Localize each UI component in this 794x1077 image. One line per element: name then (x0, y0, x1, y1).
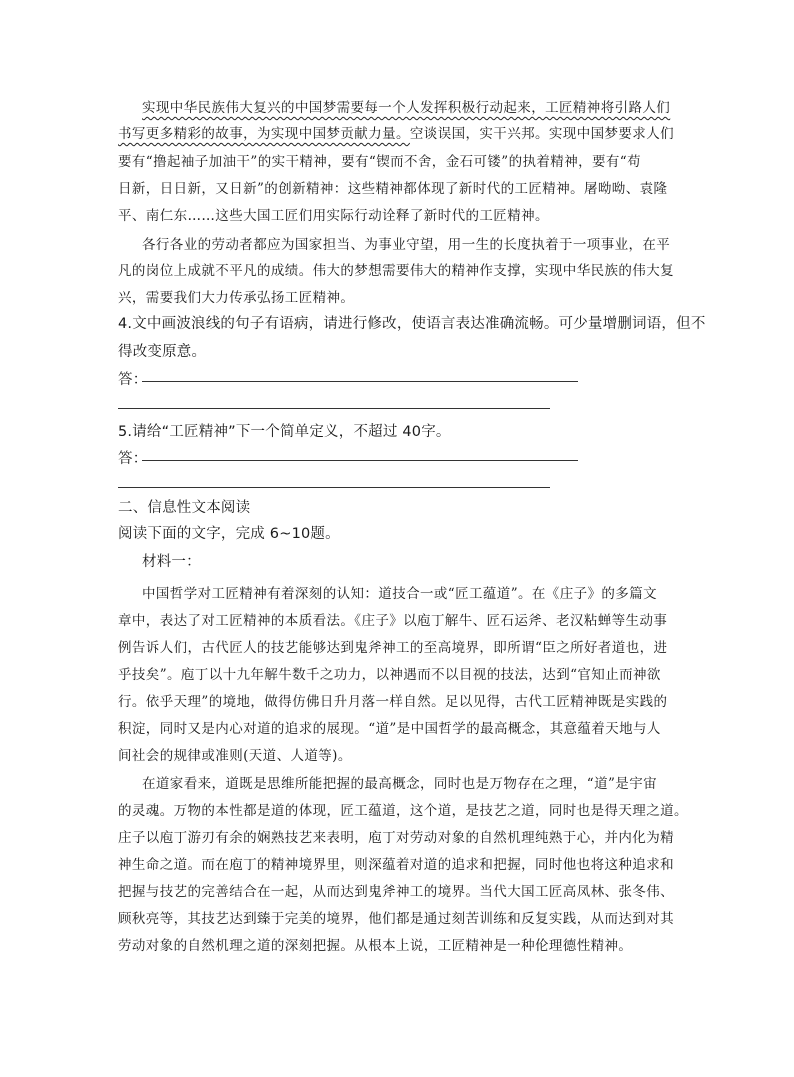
answer-line[interactable] (142, 381, 578, 382)
answer-line[interactable] (118, 487, 550, 488)
material-line: 中国哲学对工匠精神有着深刻的认知：道技合一或“匠工蕴道”。在《庄子》的多篇文 (142, 586, 658, 602)
material-line: 顾秋亮等，其技艺达到臻于完美的境界，他们都是通过刻苦训练和反复实践，从而达到对其 (118, 911, 674, 927)
material-line: 在道家看来，道既是思维所能把握的最高概念，同时也是万物存在之理，“道”是宇宙 (142, 776, 658, 792)
passage-line: 日新，日日新，又日新”的创新精神：这些精神都体现了新时代的工匠精神。屠呦呦、袁隆 (118, 181, 668, 197)
passage-line: 各行各业的劳动者都应为国家担当、为事业守望，用一生的长度执着于一项事业，在平 (142, 237, 671, 253)
question-4: 4.文中画波浪线的句子有语病，请进行修改，使语言表达准确流畅。可少量增删词语，但不 (118, 316, 706, 332)
answer-line[interactable] (142, 460, 578, 461)
material-line: 章中，表达了对工匠精神的本质看法。《庄子》以庖丁解牛、匠石运斧、老汉粘蝉等生动事 (118, 613, 668, 629)
answer-label: 答： (118, 372, 148, 388)
passage-line (142, 96, 670, 116)
passage-line: 书写更多精彩的故事，为实现中国梦贡献力量。空谈误国，实干兴邦。实现中国梦要求人们 (118, 126, 675, 142)
material-line: 庄子以庖丁游刃有余的娴熟技艺来表明，庖丁对劳动对象的自然机理纯熟于心，并内化为精 (118, 830, 674, 846)
material-line: 神生命之道。而在庖丁的精神境界里，则深蕴着对道的追求和把握，同时他也将这种追求和 (118, 857, 674, 873)
material-line: 例告诉人们，古代匠人的技艺能够达到鬼斧神工的至高境界，即所谓“臣之所好者道也，进 (118, 640, 668, 656)
material-line: 把握与技艺的完善结合在一起，从而达到鬼斧神工的境界。当代大国工匠高凤林、张冬伟、 (118, 884, 674, 900)
passage-line: 要有“撸起袖子加油干”的实干精神，要有“锲而不舍，金石可镂”的执着精神，要有“苟 (118, 154, 642, 170)
passage-line: 平、南仁东……这些大国工匠们用实际行动诠释了新时代的工匠精神。 (118, 208, 549, 224)
material-line: 乎技矣”。庖丁以十九年解牛数千之功力，以神遇而不以目视的技法，达到“官知止而神欲 (118, 667, 661, 683)
material-line: 的灵魂。万物的本性都是道的体现，匠工蕴道，这个道，是技艺之道，同时也是得天理之道。 (118, 803, 688, 819)
wavy-underlined-sentence: 实现中华民族伟大复兴的中国梦需要每一个人发挥积极行动起来，工匠精神将引路人们 (142, 100, 671, 116)
question-5: 5.请给“工匠精神”下一个简单定义，不超过 40字。 (118, 424, 451, 440)
material-line: 积淀，同时又是内心对道的追求的展现。“道”是中国哲学的最高概念，其意蕴着天地与人 (118, 721, 661, 737)
material-line: 行。依乎天理”的境地，做得仿佛日升月落一样自然。足以见得，古代工匠精神既是实践的 (118, 694, 668, 710)
section-heading: 二、信息性文本阅读 (118, 500, 251, 516)
question-4-cont: 得改变原意。 (118, 344, 207, 360)
wavy-underlined-sentence: 书写更多精彩的故事，为实现中国梦贡献力量。 (118, 126, 410, 142)
passage-line: 兴，需要我们大力传承弘扬工匠精神。 (118, 290, 355, 306)
passage-line: 凡的岗位上成就不平凡的成绩。伟大的梦想需要伟大的精神作支撑，实现中华民族的伟大复 (118, 263, 674, 279)
material-label: 材料一： (142, 554, 201, 570)
material-line: 间社会的规律或准则(天道、人道等)。 (118, 748, 352, 764)
answer-label: 答： (118, 451, 148, 467)
answer-line[interactable] (118, 408, 550, 409)
section-instruction: 阅读下面的文字，完成 6~10题。 (118, 526, 340, 542)
material-line: 劳动对象的自然机理之道的深刻把握。从根本上说，工匠精神是一种伦理德性精神。 (118, 938, 633, 954)
